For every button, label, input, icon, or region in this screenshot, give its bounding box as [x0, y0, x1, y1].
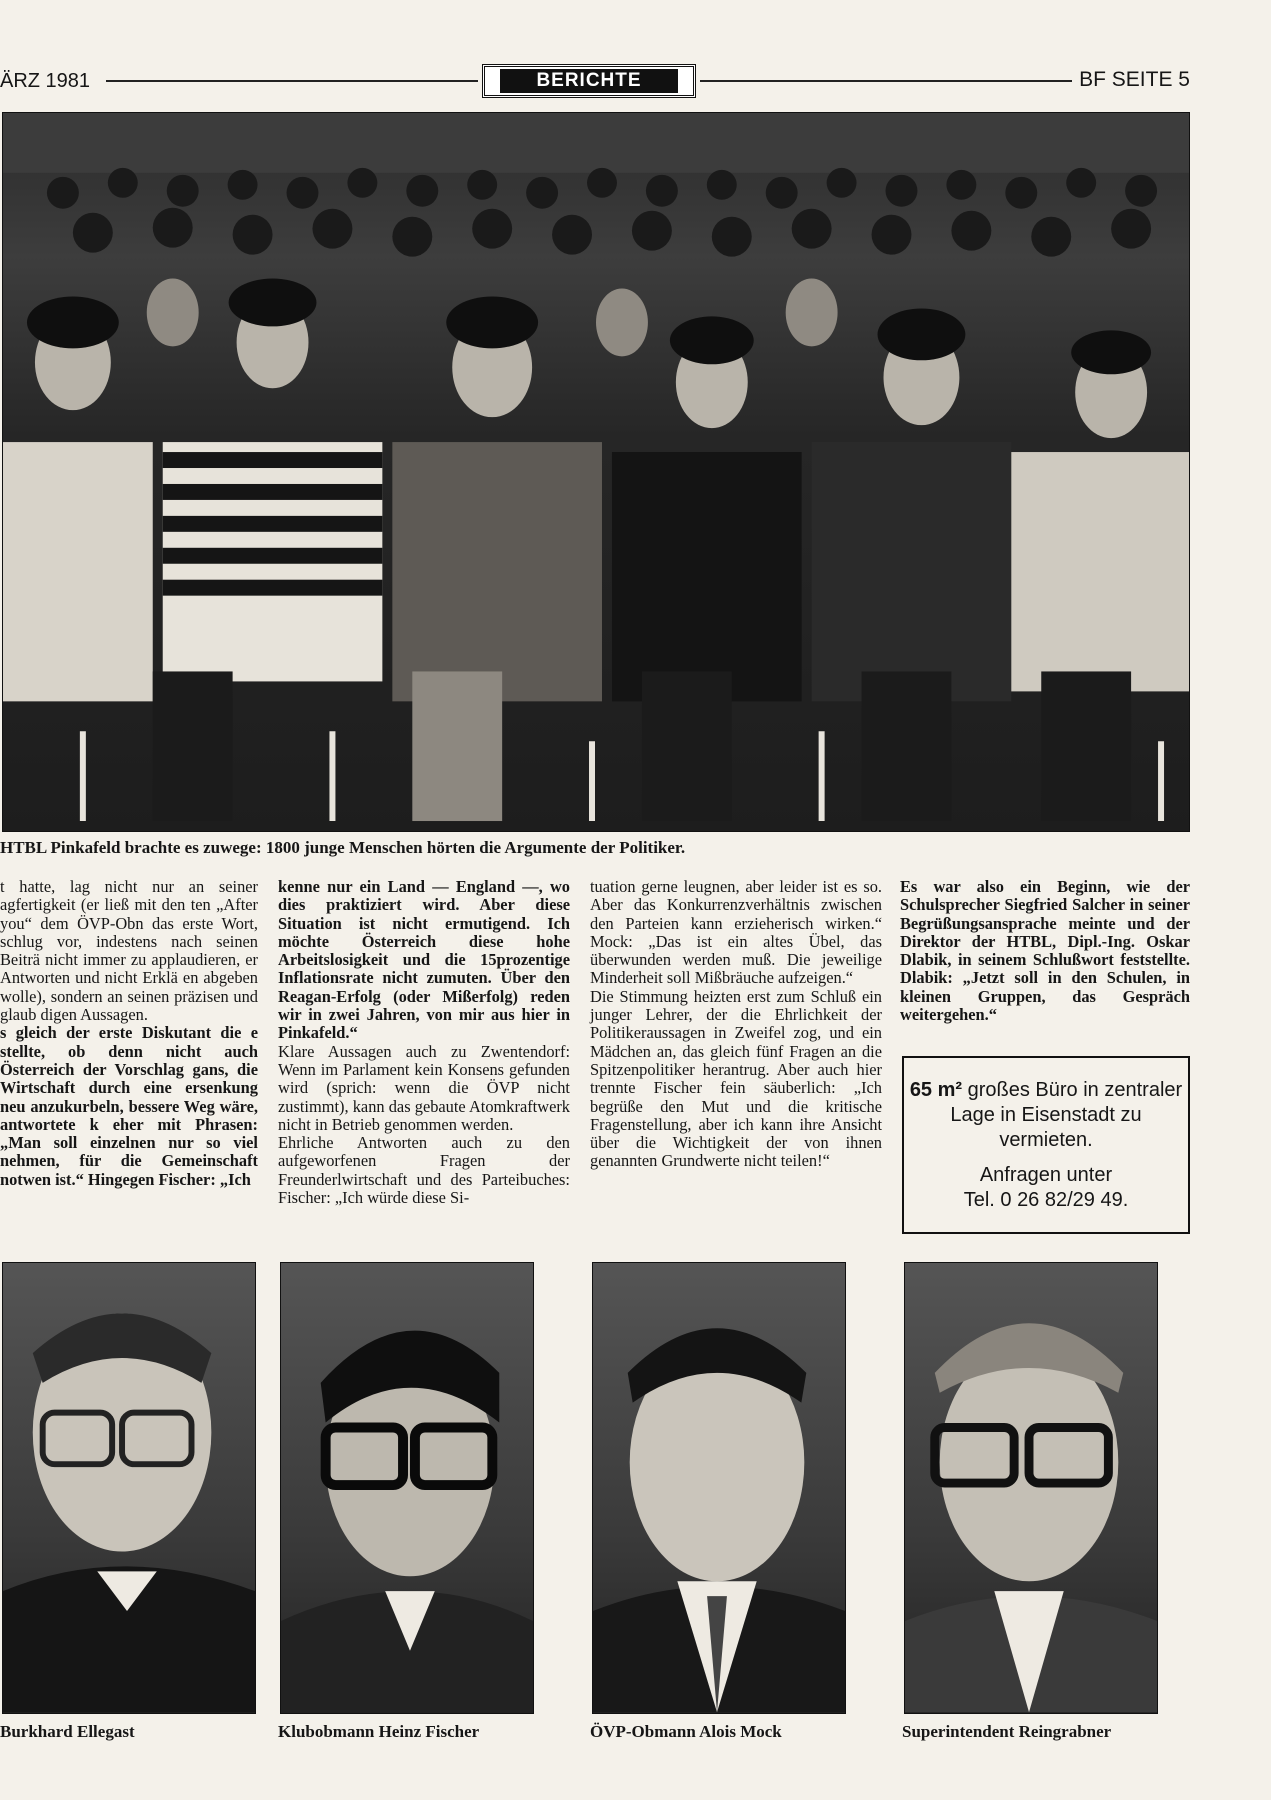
article-paragraph: Ehrliche Antworten auch zu den aufgeworfenen Fragen der Freunderlwirtschaft und des Parteibuches: Fischer: „Ich würde diese Si-: [278, 1133, 570, 1208]
article-column-3: [590, 878, 882, 1171]
portrait-caption: Superintendent Reingrabner: [902, 1722, 1112, 1741]
audience-photo-illustration: [3, 113, 1189, 831]
portrait-caption: Burkhard Ellegast: [0, 1722, 135, 1741]
page-number: BF SEITE 5: [1079, 68, 1190, 91]
ad-inquiry: Anfragen unter: [979, 1164, 1113, 1186]
ad-phone: Tel. 0 26 82/29 49.: [963, 1189, 1129, 1211]
article-column-1: [0, 878, 258, 1189]
page-header: [0, 64, 1190, 98]
section-label-box: [482, 64, 696, 98]
article-paragraph: tuation gerne leugnen, aber leider ist es so. Aber das Konkurrenzverhältnis zwischen den Parteien kann erzieherisch wirken.“ Mock: „Das ist ein altes Übel, das überwunden werden muß. Die jeweilige Minderheit soll Mißbräuche aufzeigen.“: [590, 877, 882, 988]
article-paragraph-bold: s gleich der erste Diskutant die e stellte, ob denn nicht auch Österreich der Vorschlag gans, die Wirtschaft durch eine ersenkung neu anzukurbeln, bessere Weg wäre, antwortete k eher mit Phrasen: „Man soll einzelnen nur so viel nehmen, für die Gemeinschaft notwen ist.“ Hingegen Fischer: „Ich: [0, 1023, 258, 1189]
portrait-photo-ellegast: [2, 1262, 256, 1714]
section-label: BERICHTE: [500, 69, 677, 93]
audience-photo: [2, 112, 1190, 832]
article-paragraph: Klare Aussagen auch zu Zwentendorf: Wenn im Parlament kein Konsens gefunden wird (sprich: wenn die ÖVP nicht zustimmt), kann das gebaute Atomkraftwerk nicht in Betrieb genommen werden.: [278, 1041, 570, 1134]
header-rule-left: [106, 80, 478, 82]
portrait-photo-mock: [592, 1262, 846, 1714]
article-paragraph-bold: Es war also ein Beginn, wie der Schulsprecher Siegfried Salcher in seiner Begrüßungsansprache meinte und der Direktor der HTBL, Dipl.-Ing. Oskar Dlabik, in seinem Schlußwort feststellte. Dlabik: „Jetzt soll in den Schulen, in kleinen Gruppen, das Gespräch weitergehen.“: [900, 877, 1190, 1025]
portrait-photo-reingrabner: [904, 1262, 1158, 1714]
article-paragraph: t hatte, lag nicht nur an seiner agfertigkeit (er ließ mit den ten „After you“ dem ÖVP-Obn das erste Wort, schlug vor, indestens nach seinen Beiträ nicht immer zu applaudieren, er Antworten und nicht Erklä en abgeben wolle), sondern an seinen präzisen und glaub digen Aussagen.: [0, 877, 258, 1025]
article-column-4: [900, 878, 1190, 1024]
article-paragraph-bold: kenne nur ein Land — England —, wo dies praktiziert wird. Aber diese Situation ist nicht ermutigend. Ich möchte Österreich diese hohe Arbeitslosigkeit und die 15prozentige Inflationsrate nicht zumuten. Über den Reagan-Erfolg (oder Mißerfolg) reden wir in zwei Jahren, von mir aus hier in Pinkafeld.“: [278, 877, 570, 1043]
portrait-caption: ÖVP-Obmann Alois Mock: [590, 1722, 782, 1741]
header-rule-right: [700, 80, 1072, 82]
article-column-2: [278, 878, 570, 1207]
issue-date: ÄRZ 1981: [0, 70, 91, 92]
classified-ad: [902, 1056, 1190, 1234]
portrait-illustration: [905, 1263, 1157, 1713]
portrait-photo-fischer: [280, 1262, 534, 1714]
audience-photo-caption: HTBL Pinkafeld brachte es zuwege: 1800 junge Menschen hörten die Argumente der Politiker.: [0, 838, 686, 857]
portrait-illustration: [281, 1263, 533, 1713]
ad-text: großes Büro in zentraler Lage in Eisenstadt zu vermieten.: [950, 1079, 1183, 1151]
portrait-caption: Klubobmann Heinz Fischer: [278, 1722, 480, 1741]
ad-size: 65 m²: [909, 1079, 963, 1101]
portrait-illustration: [593, 1263, 845, 1713]
portrait-illustration: [3, 1263, 255, 1713]
article-paragraph: Die Stimmung heizten erst zum Schluß ein junger Lehrer, der die Ehrlichkeit der Politikeraussagen in Zweifel zog, und ein Mädchen an, das gleich fünf Fragen an die Spitzenpolitiker herantrug. Aber auch hier trennte Fischer fein säuberlich: „Ich begrüße den Mut und die kritische Fragenstellung, aber ich kann ihre Ansicht über die Wichtigkeit der von ihnen genannten Grundwerte nicht teilen!“: [590, 986, 882, 1171]
